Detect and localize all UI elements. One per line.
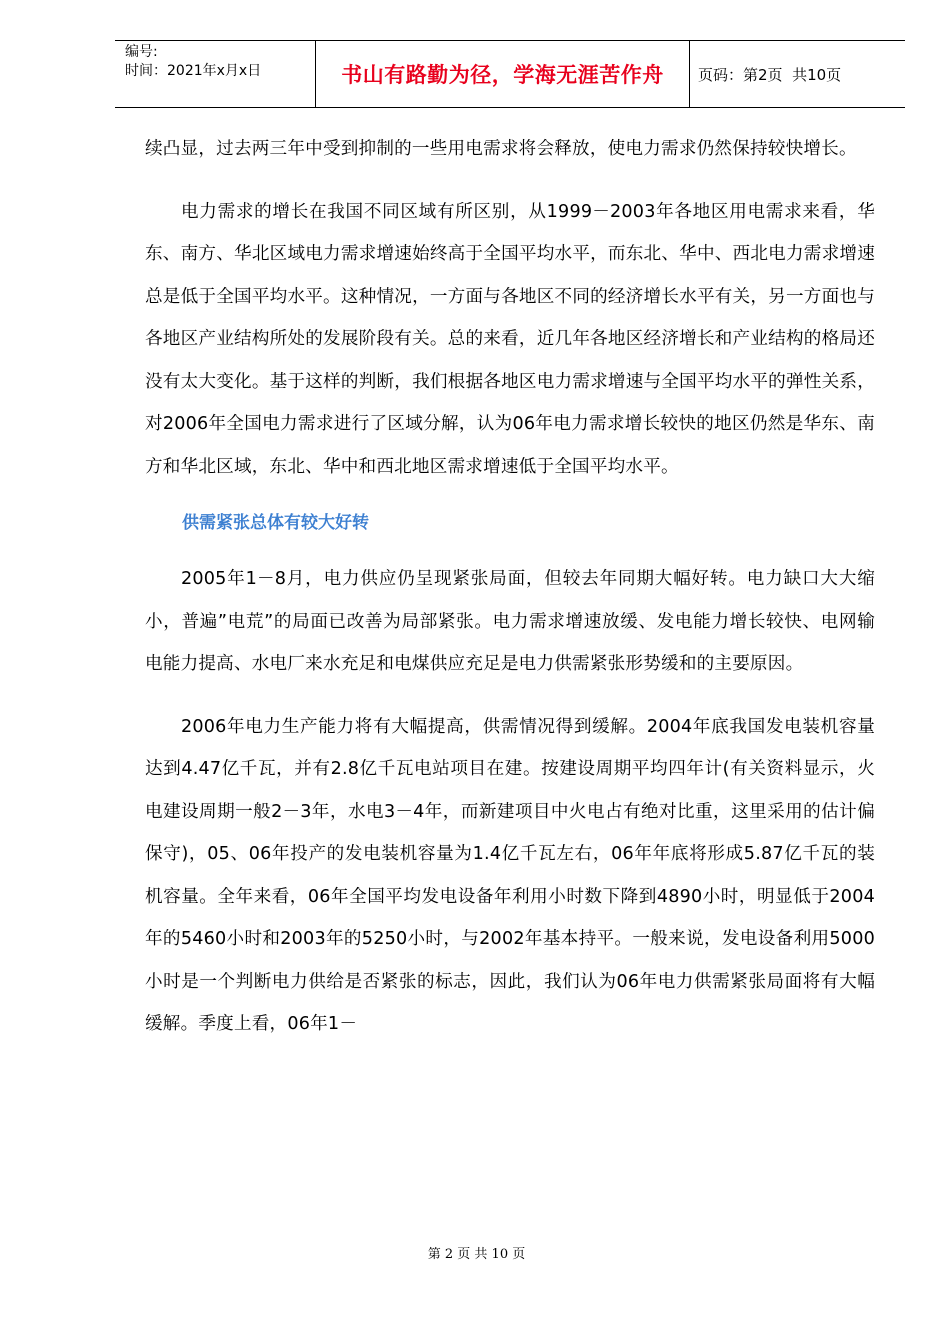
header-page-indicator: 页码：第2页 共10页 [698,65,842,84]
document-body [145,128,875,1046]
header-meta-cell [115,41,316,107]
paragraph-regional-demand: 电力需求的增长在我国不同区域有所区别，从1999－2003年各地区用电需求来看，华东、南方、华北区域电力需求增速始终高于全国平均水平，而东北、华中、西北电力需求增速总是低于全国平均水平。这种情况，一方面与各地区不同的经济增长水平有关，另一方面也与各地区产业结构所处的发展阶段有关。总的来看，近几年各地区经济增长和产业结构的格局还没有太大变化。基于这样的判断，我们根据各地区电力需求增速与全国平均水平的弹性关系，对2006年全国电力需求进行了区域分解，认为06年电力需求增长较快的地区仍然是华东、南方和华北区域，东北、华中和西北地区需求增速低于全国平均水平。 [145,201,875,477]
paragraph-capacity-2006: 2006年电力生产能力将有大幅提高，供需情况得到缓解。2004年底我国发电装机容量达到4.47亿千瓦，并有2.8亿千瓦电站项目在建。按建设周期平均四年计(有关资料显示，火电建设周期一般2－3年，水电3－4年，而新建项目中火电占有绝对比重，这里采用的估计偏保守)，05、06年投产的发电装机容量为1.4亿千瓦左右，06年年底将形成5.87亿千瓦的装机容量。全年来看，06年全国平均发电设备年利用小时数下降到4890小时，明显低于2004年的5460小时和2003年的5250小时，与2002年基本持平。一般来说，发电设备利用5000小时是一个判断电力供给是否紧张的标志，因此，我们认为06年电力供需紧张局面将有大幅缓解。季度上看，06年1－ [145,716,875,1034]
page-footer: 第 2 页 共 10 页 [427,1247,526,1262]
header-number-label: 编号: [125,44,158,60]
paragraph-supply-2005: 2005年1－8月，电力供应仍呈现紧张局面，但较去年同期大幅好转。电力缺口大大缩小，普遍”电荒”的局面已改善为局部紧张。电力需求增速放缓、发电能力增长较快、电网输电能力提高、水电厂来水充足和电煤供应充足是电力供需紧张形势缓和的主要原因。 [145,569,875,674]
section-heading: 供需紧张总体有较大好转 [182,513,369,533]
header-time-label: 时间：2021年x月x日 [125,63,262,79]
header-slogan: 书山有路勤为径，学海无涯苦作舟 [316,41,690,107]
document-header [115,40,905,108]
paragraph-continuation: 续凸显，过去两三年中受到抑制的一些用电需求将会释放，使电力需求仍然保持较快增长。 [145,139,857,159]
